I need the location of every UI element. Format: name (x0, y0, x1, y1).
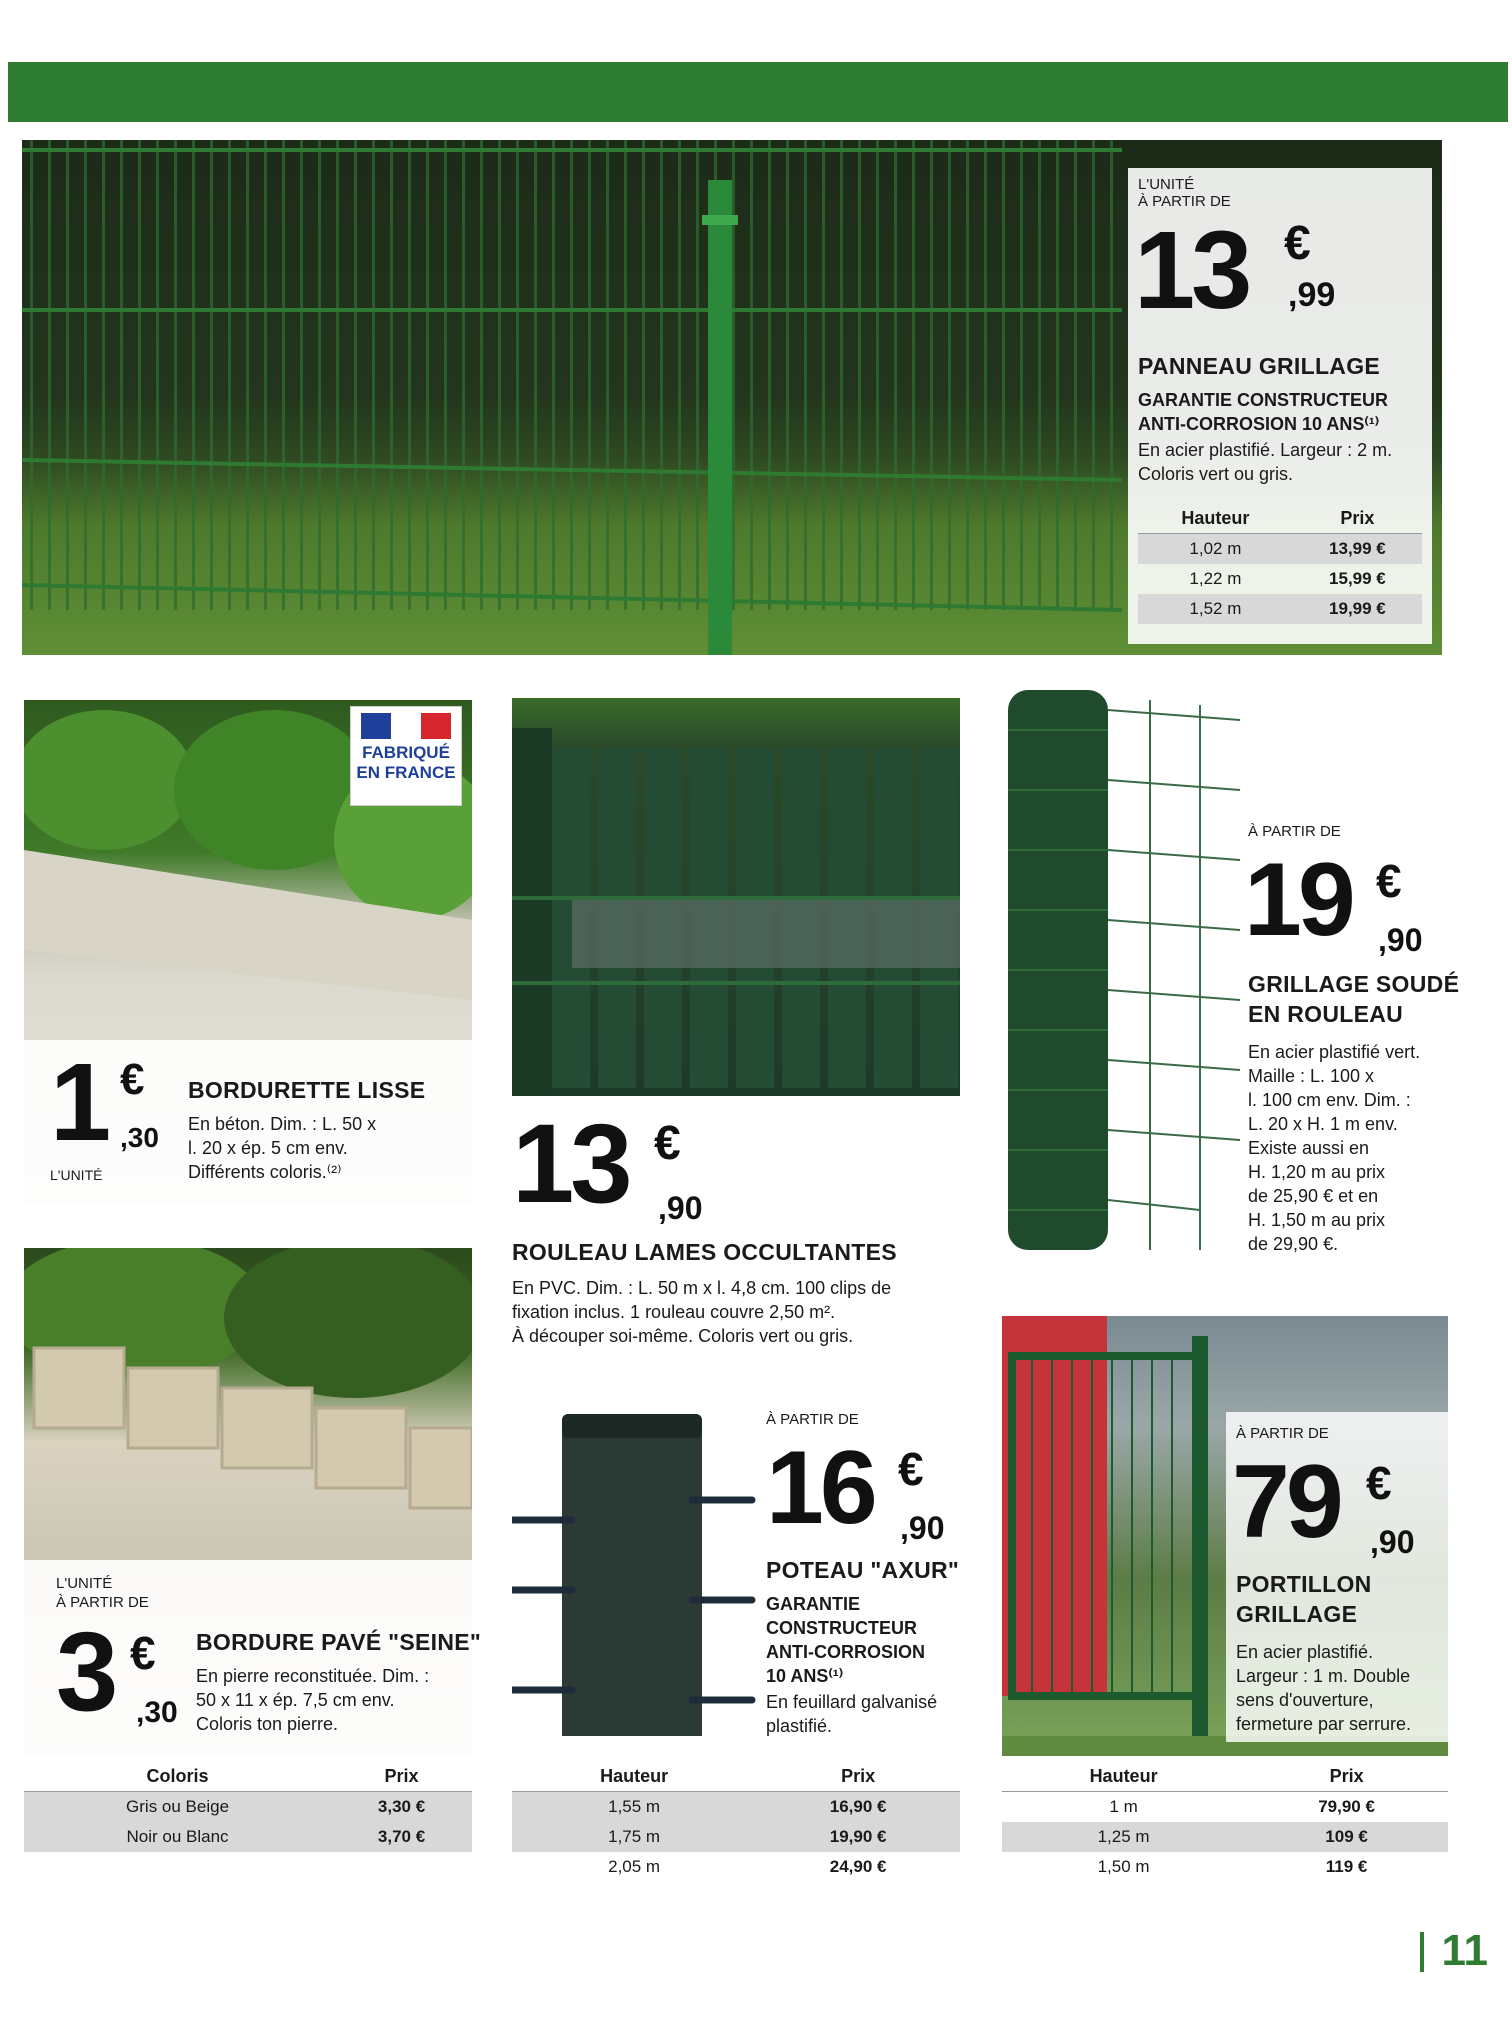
bordure-pave-price-currency: € (130, 1627, 156, 1679)
page-number: 11 (1441, 1926, 1488, 1975)
portillon-table-header-height: Hauteur (1002, 1762, 1245, 1792)
badge-text-1: FABRIQUÉ (362, 743, 450, 762)
table-cell: 1,55 m (512, 1792, 756, 1822)
fence-post-illustration (512, 1400, 762, 1740)
bordurette-desc-3: Différents coloris.⁽²⁾ (188, 1162, 342, 1182)
portillon-price-currency: € (1366, 1457, 1392, 1509)
table-cell: 19,99 € (1293, 594, 1422, 624)
portillon-desc-3: fermeture par serrure. (1236, 1714, 1412, 1734)
rouleau-product-name: ROULEAU LAMES OCCULTANTES (512, 1239, 897, 1265)
panneau-price-integer: 13 (1134, 209, 1249, 332)
table-cell: 16,90 € (756, 1792, 960, 1822)
poteau-from-label: À PARTIR DE (766, 1411, 859, 1428)
grillage-price-cents: ,90 (1378, 922, 1423, 958)
bordure-pave-unit-label: L'UNITÉ (56, 1575, 113, 1592)
panneau-price-cents: ,99 (1288, 276, 1336, 314)
poteau-table-header-height: Hauteur (512, 1762, 756, 1792)
table-cell: 79,90 € (1318, 1796, 1375, 1816)
panneau-table-header-height: Hauteur (1138, 504, 1293, 534)
panneau-price-table (1138, 504, 1422, 624)
table-cell: 1,02 m (1138, 534, 1293, 564)
grillage-price (1244, 842, 1464, 958)
poteau-warranty-2: CONSTRUCTEUR (766, 1618, 917, 1638)
table-row (1138, 594, 1422, 624)
poteau-product-name: POTEAU "AXUR" (766, 1557, 960, 1583)
poteau-price-cents: ,90 (900, 1510, 945, 1546)
rouleau-desc-1: En PVC. Dim. : L. 50 m x l. 4,8 cm. 100 clips de (512, 1278, 892, 1298)
grillage-desc-3: L. 20 x H. 1 m env. (1248, 1114, 1398, 1134)
table-cell: 119 € (1325, 1856, 1368, 1876)
bordurette-unit-label: L'UNITÉ (50, 1167, 103, 1183)
rouleau-desc-3: À découper soi-même. Coloris vert ou gris. (512, 1326, 854, 1346)
poteau-price (766, 1430, 986, 1546)
panneau-from-label: À PARTIR DE (1138, 193, 1231, 210)
portillon-product-name-2: GRILLAGE (1236, 1601, 1358, 1627)
poteau-price-currency: € (898, 1443, 924, 1495)
table-row (1002, 1852, 1448, 1882)
bordure-table-header-price: Prix (331, 1762, 472, 1792)
poteau-price-integer: 16 (766, 1430, 874, 1546)
table-row (24, 1822, 472, 1852)
table-cell: 3,30 € (331, 1792, 472, 1822)
portillon-desc-0: En acier plastifié. (1236, 1642, 1374, 1662)
panneau-unit-label: L'UNITÉ (1138, 176, 1195, 193)
table-cell: 109 € (1245, 1822, 1448, 1852)
table-row (1138, 534, 1422, 564)
grillage-desc-6: de 25,90 € et en (1248, 1186, 1379, 1206)
grillage-desc-2: l. 100 cm env. Dim. : (1248, 1090, 1411, 1110)
table-cell: 1,52 m (1138, 594, 1293, 624)
table-row (24, 1792, 472, 1822)
bordurette-product-name: BORDURETTE LISSE (188, 1077, 426, 1103)
table-cell: 24,90 € (829, 1856, 887, 1876)
bordure-pave-price (56, 1609, 196, 1736)
table-cell: 1,22 m (1189, 568, 1242, 588)
portillon-from-label: À PARTIR DE (1236, 1425, 1329, 1442)
poteau-desc-1: En feuillard galvanisé (766, 1692, 938, 1712)
france-flag-icon (361, 713, 451, 739)
header-green-band (8, 62, 1508, 122)
grillage-desc-5: H. 1,20 m au prix (1248, 1162, 1386, 1182)
portillon-desc-1: Largeur : 1 m. Double (1236, 1666, 1411, 1686)
bordure-pave-from-label: À PARTIR DE (56, 1594, 149, 1611)
bordure-pave-price-table (24, 1762, 472, 1852)
wire-mesh-roll-illustration (1000, 690, 1240, 1260)
table-cell: Noir ou Blanc (24, 1822, 331, 1852)
table-cell: 1,75 m (512, 1822, 756, 1852)
poteau-table-header-price: Prix (756, 1762, 960, 1792)
portillon-price (1232, 1444, 1452, 1560)
bordure-pave-desc-2: 50 x 11 x ép. 7,5 cm env. (196, 1690, 395, 1710)
rouleau-price-currency: € (654, 1117, 681, 1170)
panneau-desc-1: En acier plastifié. Largeur : 2 m. (1138, 440, 1393, 460)
page-number-divider (1420, 1932, 1424, 1972)
bordurette-price (50, 1041, 170, 1164)
portillon-desc-2: sens d'ouverture, (1236, 1690, 1374, 1710)
bordure-pave-price-cents: ,30 (136, 1696, 178, 1729)
grillage-product-name-2: EN ROULEAU (1248, 1001, 1404, 1027)
rouleau-price-cents: ,90 (658, 1190, 703, 1226)
grillage-desc-0: En acier plastifié vert. (1248, 1042, 1421, 1062)
table-row (512, 1852, 960, 1882)
table-row (1002, 1792, 1448, 1822)
bordure-pave-product-name: BORDURE PAVÉ "SEINE" (196, 1629, 482, 1655)
table-cell: 1,50 m (1097, 1856, 1150, 1876)
panneau-info-box (1128, 168, 1432, 644)
portillon-table-header-price: Prix (1245, 1762, 1448, 1792)
panneau-table-header-price: Prix (1293, 504, 1422, 534)
bordurette-price-integer: 1 (50, 1041, 108, 1164)
table-cell: Gris ou Beige (24, 1792, 331, 1822)
table-cell: 3,70 € (331, 1822, 472, 1852)
grillage-product-name-1: GRILLAGE SOUDÉ (1248, 971, 1460, 997)
grillage-desc-4: Existe aussi en (1248, 1138, 1370, 1158)
portillon-price-integer: 79 (1232, 1444, 1340, 1560)
grillage-desc-1: Maille : L. 100 x (1248, 1066, 1375, 1086)
grillage-price-currency: € (1376, 855, 1402, 907)
bordure-pave-price-integer: 3 (56, 1609, 115, 1734)
grillage-from-label: À PARTIR DE (1248, 823, 1341, 840)
portillon-price-table (1002, 1762, 1448, 1882)
table-cell: 15,99 € (1329, 568, 1386, 588)
poteau-price-table (512, 1762, 960, 1882)
bordurette-price-cents: ,30 (120, 1122, 159, 1153)
panneau-warranty-1: GARANTIE CONSTRUCTEUR (1138, 390, 1388, 410)
panneau-desc-2: Coloris vert ou gris. (1138, 464, 1294, 484)
poteau-warranty-1: GARANTIE (766, 1594, 860, 1614)
portillon-product-name-1: PORTILLON (1236, 1571, 1372, 1597)
poteau-warranty-3: ANTI-CORROSION (766, 1642, 925, 1662)
grillage-desc-8: de 29,90 €. (1248, 1234, 1339, 1254)
table-row (1002, 1822, 1448, 1852)
bordure-pave-desc-3: Coloris ton pierre. (196, 1714, 339, 1734)
bordurette-desc-2: l. 20 x ép. 5 cm env. (188, 1138, 348, 1158)
poteau-warranty-4: 10 ANS⁽¹⁾ (766, 1666, 844, 1686)
table-cell: 1 m (1109, 1796, 1138, 1816)
bordure-pave-desc-1: En pierre reconstituée. Dim. : (196, 1666, 430, 1686)
grillage-desc-7: H. 1,50 m au prix (1248, 1210, 1386, 1230)
table-cell: 13,99 € (1293, 534, 1422, 564)
rouleau-price-integer: 13 (512, 1101, 629, 1226)
rouleau-desc-2: fixation inclus. 1 rouleau couvre 2,50 m². (512, 1302, 836, 1322)
occulting-slats-illustration (512, 698, 960, 1096)
table-cell: 2,05 m (608, 1856, 661, 1876)
table-cell: 19,90 € (756, 1822, 960, 1852)
grillage-roll-photo (1000, 690, 1240, 1260)
panneau-warranty-2: ANTI-CORROSION 10 ANS⁽¹⁾ (1138, 414, 1380, 434)
bordurette-desc-1: En béton. Dim. : L. 50 x (188, 1114, 377, 1134)
bordurette-price-currency: € (120, 1055, 145, 1104)
badge-text-2: EN FRANCE (356, 763, 456, 782)
panneau-product-name: PANNEAU GRILLAGE (1138, 353, 1381, 379)
portillon-price-cents: ,90 (1370, 1524, 1415, 1560)
made-in-france-badge (350, 706, 462, 806)
rouleau-price (512, 1101, 732, 1228)
poteau-photo (512, 1400, 762, 1740)
panneau-price-currency: € (1284, 217, 1311, 270)
panneau-price (1134, 209, 1354, 332)
table-cell: 1,25 m (1002, 1822, 1245, 1852)
bordure-table-header-colour: Coloris (24, 1762, 331, 1792)
table-row (1138, 564, 1422, 594)
rouleau-lames-photo (512, 698, 960, 1096)
table-row (512, 1822, 960, 1852)
grillage-price-integer: 19 (1244, 842, 1352, 958)
table-row (512, 1792, 960, 1822)
poteau-desc-2: plastifié. (766, 1716, 833, 1736)
